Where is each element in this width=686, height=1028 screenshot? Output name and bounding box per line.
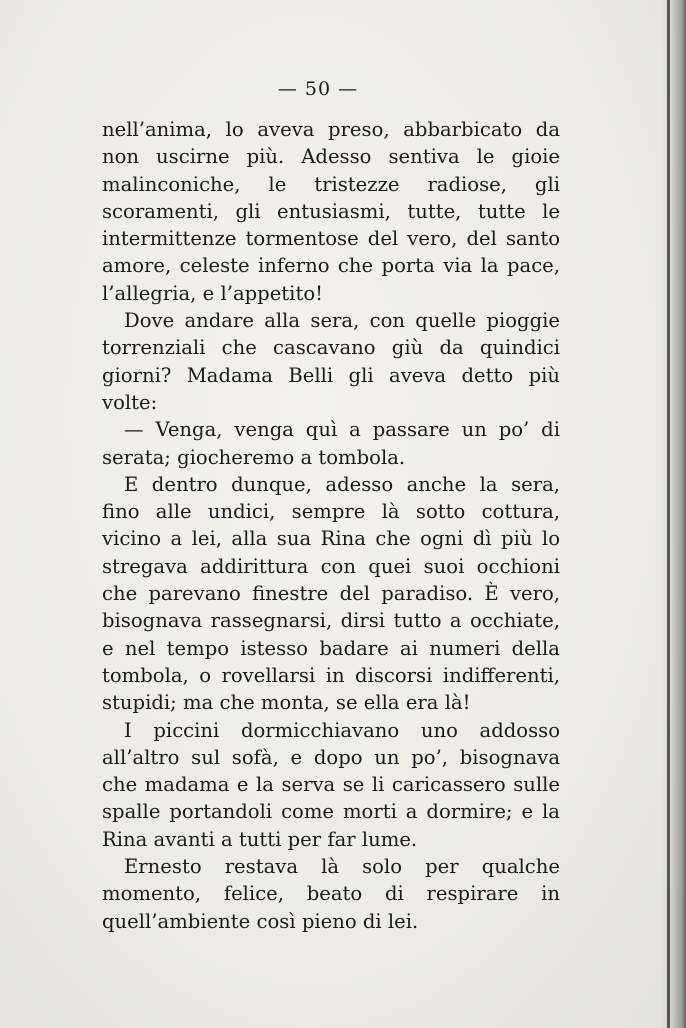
paragraph-6: Ernesto restava là solo per qualche momento, felice, beato di respirare in quell’ambiente così pieno di lei. [102, 855, 560, 933]
paragraph-2: Dove andare alla sera, con quelle pioggie torrenziali che cascavano giù da quindici giorni? Madama Belli gli aveva detto più volte: [102, 309, 560, 414]
binding-edge [667, 0, 670, 1028]
page-number: — 50 — [277, 78, 359, 100]
paragraph-5: I piccini dormicchiavano uno addosso all’altro sul sofà, e dopo un po’, bisognava che madama e la serva se li caricassero sulle spalle portandoli come morti a dormire; e la Rina avanti a tutti per far lume. [102, 718, 560, 851]
book-spine-shadow [660, 0, 686, 1028]
body-text [102, 116, 560, 935]
paragraph-3-dialogue: — Venga, venga quì a passare un po’ di serata; giocheremo a tombola. [102, 418, 560, 469]
paragraph-4: E dentro dunque, adesso anche la sera, fino alle undici, sempre là sotto cottura, vicino a lei, alla sua Rina che ogni dì più lo stregava addirittura con quei suoi occhioni che parevano finestre del paradiso. È vero, bisognava rassegnarsi, dirsi tutto a occhiate, e nel tempo istesso badare ai numeri della tombola, o rovellarsi in discorsi indifferenti, stupidi; ma che monta, se ella era là! [102, 472, 560, 715]
paragraph-1: nell’anima, lo aveva preso, abbarbicato da non uscirne più. Adesso sentiva le gioie malinconiche, le tristezze radiose, gli scoramenti, gli entusiasmi, tutte, tutte le intermittenze tormentose del vero, del santo amore, celeste inferno che porta via la pace, l’allegria, e l’appetito! [102, 118, 560, 305]
